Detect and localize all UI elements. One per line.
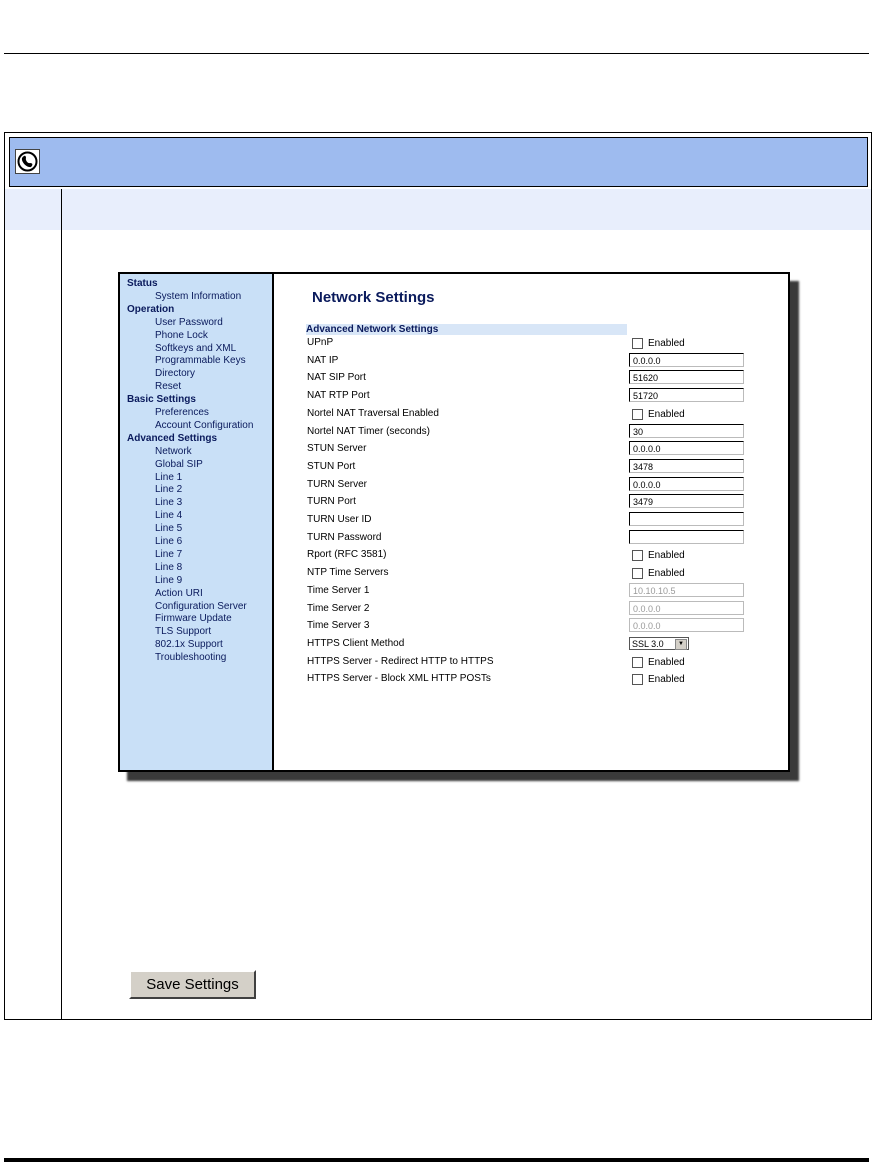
field-label: HTTPS Server - Block XML HTTP POSTs [307,673,491,685]
sidebar-link[interactable]: Directory [155,368,196,380]
field-label: STUN Port [307,460,356,472]
sidebar-link[interactable]: Line 7 [155,548,183,560]
step-number-cell [5,230,62,802]
sidebar-link[interactable]: Line 4 [155,510,183,522]
sidebar-link[interactable]: Troubleshooting [155,652,227,664]
section-title: Advanced Network Settings [306,324,627,335]
enabled-checkbox[interactable] [632,338,685,349]
sidebar-group[interactable]: Advanced Settings [127,432,218,444]
sidebar-link[interactable]: Reset [155,381,182,393]
sidebar-nav [120,274,274,770]
sidebar-link[interactable]: Firmware Update [155,613,232,625]
sidebar-link[interactable]: Action URI [155,587,203,599]
procedure-header [4,132,872,191]
field-input[interactable]: 0.0.0.0 [629,477,744,491]
field-label: Nortel NAT Traversal Enabled [307,407,439,419]
field-input: 0.0.0.0 [629,618,744,632]
https-client-method-select[interactable] [629,637,689,650]
field-input[interactable] [629,512,744,526]
sidebar-link[interactable]: Line 1 [155,471,183,483]
field-label: NAT SIP Port [307,372,366,384]
enabled-checkbox[interactable] [632,657,685,668]
field-label: STUN Server [307,443,367,455]
web-ui-icon [15,149,40,174]
checkbox-box[interactable] [632,338,643,349]
field-input: 0.0.0.0 [629,601,744,615]
step-row-3 [4,856,872,911]
checkbox-box[interactable] [632,568,643,579]
step-row-2 [4,802,872,857]
sidebar-link[interactable]: Account Configuration [155,419,254,431]
sidebar-link[interactable]: Phone Lock [155,329,208,341]
step-number-cell [5,856,62,910]
sidebar-link[interactable]: Line 8 [155,561,183,573]
checkbox-box[interactable] [632,674,643,685]
checkbox-label: Enabled [648,550,685,562]
field-label: Rport (RFC 3581) [307,549,387,561]
sidebar-link[interactable]: User Password [155,316,223,328]
enabled-checkbox[interactable] [632,550,685,561]
enabled-checkbox[interactable] [632,409,685,420]
checkbox-label: Enabled [648,408,685,420]
step-header-row [4,189,872,231]
checkbox-label: Enabled [648,674,685,686]
field-input: 10.10.10.5 [629,583,744,597]
field-label: HTTPS Client Method [307,637,405,649]
step-number-cell [5,910,62,964]
field-label: TURN User ID [307,514,372,525]
procedure-header-band [9,137,868,187]
checkbox-label: Enabled [648,656,685,668]
field-label: TURN Password [307,531,382,543]
field-input[interactable]: 0.0.0.0 [629,441,744,455]
field-label: Time Server 3 [307,620,370,632]
checkbox-box[interactable] [632,550,643,561]
sidebar-link[interactable]: System Information [155,290,242,302]
sidebar-link[interactable]: Line 3 [155,497,183,509]
page-title: Network Settings [312,289,435,306]
field-label: UPnP [307,337,334,348]
field-label: Time Server 2 [307,602,370,614]
sidebar-link[interactable]: Line 2 [155,484,183,496]
checkbox-label: Enabled [648,338,685,349]
field-label: HTTPS Server - Redirect HTTP to HTTPS [307,655,494,667]
network-settings-screenshot [118,272,790,772]
step-number-cell [5,189,62,230]
field-input[interactable] [629,530,744,544]
enabled-checkbox[interactable] [632,674,685,685]
step-number-cell [5,964,62,1019]
sidebar-link[interactable]: Configuration Server [155,600,247,612]
field-input[interactable]: 51620 [629,370,744,384]
sidebar-link[interactable]: Preferences [155,407,209,418]
checkbox-box[interactable] [632,409,643,420]
sidebar-link[interactable]: Softkeys and XML [155,342,237,354]
network-settings-panel [274,274,788,770]
field-input[interactable]: 3479 [629,494,744,508]
page-bottom-rule [4,1158,869,1162]
sidebar-link[interactable]: TLS Support [155,626,212,638]
select-value: SSL 3.0 [632,638,664,649]
save-settings-button[interactable]: Save Settings [129,970,256,999]
checkbox-label: Enabled [648,568,685,580]
field-input[interactable]: 51720 [629,388,744,402]
sidebar-link[interactable]: Programmable Keys [155,355,246,367]
page-top-rule [4,53,869,54]
field-input[interactable]: 0.0.0.0 [629,353,744,367]
field-label: TURN Server [307,478,368,490]
field-label: Time Server 1 [307,584,370,596]
sidebar-group[interactable]: Operation [127,303,175,315]
step-row-4 [4,910,872,965]
field-label: Nortel NAT Timer (seconds) [307,425,430,437]
sidebar-link[interactable]: Line 9 [155,574,183,586]
field-label: NTP Time Servers [307,567,389,579]
sidebar-link[interactable]: Line 5 [155,523,183,535]
sidebar-group[interactable]: Status [127,278,158,289]
dropdown-arrow-icon[interactable]: ▼ [675,639,687,650]
sidebar-link[interactable]: Global SIP [155,458,203,470]
enabled-checkbox[interactable] [632,568,685,579]
checkbox-box[interactable] [632,657,643,668]
field-label: NAT IP [307,354,339,366]
sidebar-link[interactable]: 802.1x Support [155,639,223,651]
field-label: NAT RTP Port [307,390,370,402]
sidebar-group[interactable]: Basic Settings [127,394,196,406]
sidebar-link[interactable]: Line 6 [155,536,183,547]
field-input[interactable]: 30 [629,424,744,438]
sidebar-link[interactable]: Network [155,445,192,457]
step-number-cell [5,802,62,856]
field-input[interactable]: 3478 [629,459,744,473]
field-label: TURN Port [307,496,356,508]
